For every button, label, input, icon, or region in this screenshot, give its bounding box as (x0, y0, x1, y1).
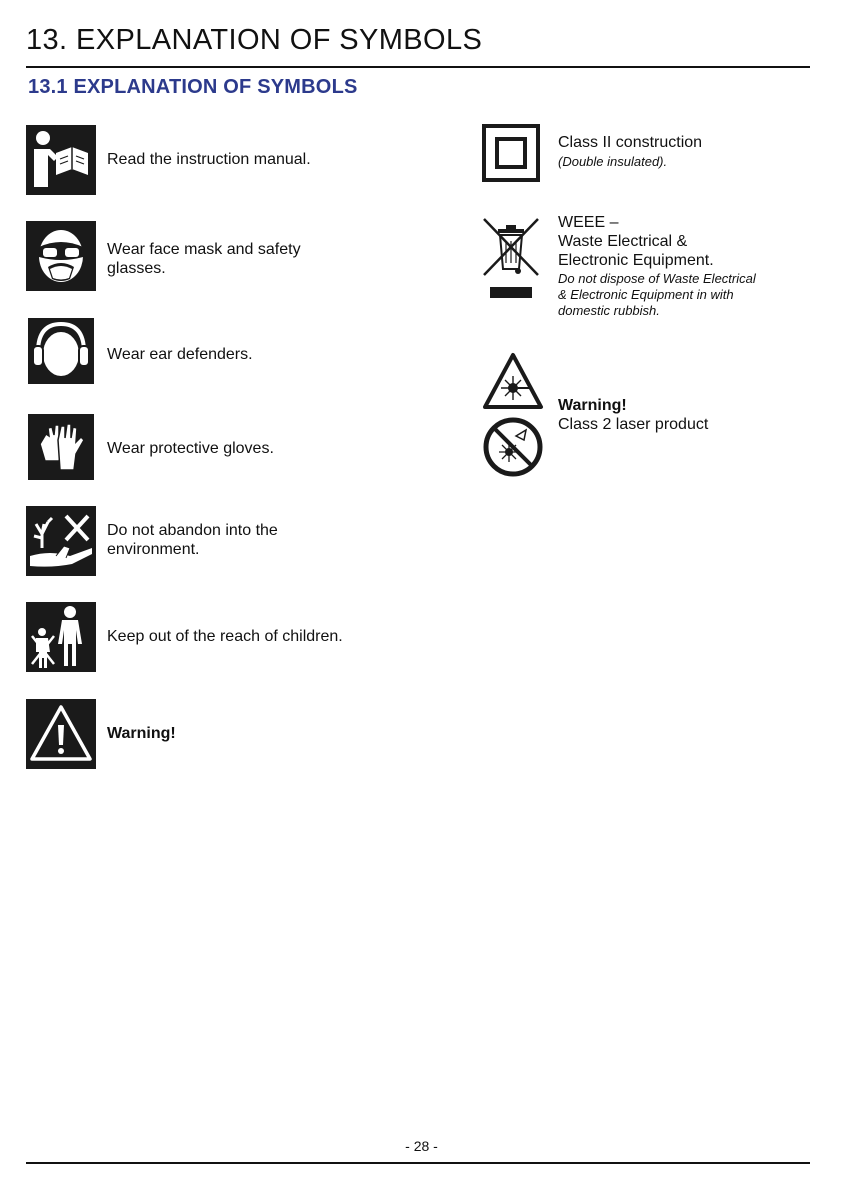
laser-warning-icon (482, 352, 544, 410)
weee-bin-icon (480, 215, 542, 301)
read-manual-icon (26, 125, 96, 195)
keep-away-from-children-icon (26, 602, 96, 672)
face-mask-label: Wear face mask and safety glasses. (107, 241, 301, 277)
double-insulated-icon (482, 124, 540, 182)
section-title: 13.1 EXPLANATION OF SYMBOLS (28, 76, 358, 98)
face-mask-glasses-icon (26, 221, 96, 291)
read-manual-label: Read the instruction manual. (107, 151, 311, 168)
warning-label: Warning! (107, 725, 176, 742)
do-not-abandon-environment-icon (26, 506, 96, 576)
title-divider (26, 66, 810, 68)
ear-defenders-label: Wear ear defenders. (107, 346, 253, 363)
gloves-label: Wear protective gloves. (107, 440, 274, 457)
page-number: - 28 - (405, 1138, 438, 1154)
laser-label: Warning! Class 2 laser product (558, 397, 709, 433)
children-label: Keep out of the reach of children. (107, 628, 343, 645)
footer-divider (26, 1162, 810, 1164)
page-title: 13. EXPLANATION OF SYMBOLS (26, 24, 483, 56)
class2-label: Class II construction (Double insulated). (558, 134, 703, 169)
protective-gloves-icon (28, 414, 94, 480)
weee-label: WEEE – Waste Electrical & Electronic Equipment. Do not dispose of Waste Electrical & Electronic Equipment in with domestic rubbish. (558, 214, 756, 318)
warning-triangle-icon (26, 699, 96, 769)
no-laser-view-icon (482, 416, 544, 478)
environment-label: Do not abandon into the environment. (107, 522, 278, 558)
ear-defenders-icon (28, 318, 94, 384)
